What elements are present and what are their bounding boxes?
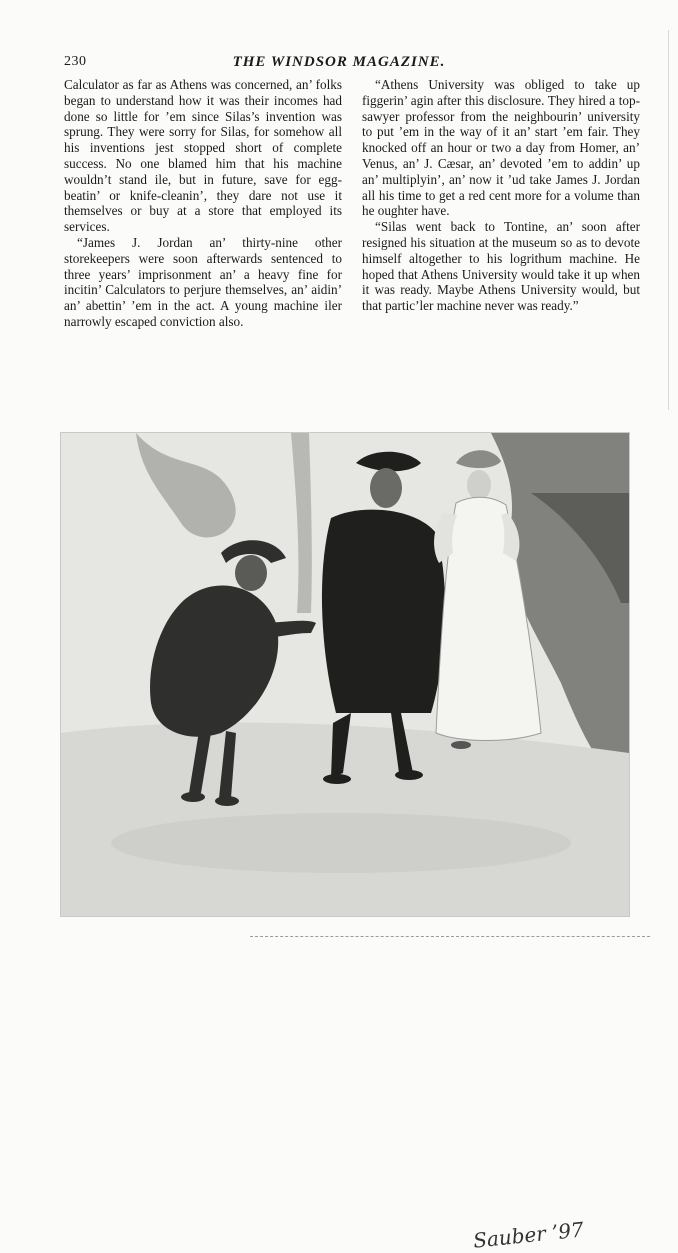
paragraph: “Silas went back to Tontine, an’ soon after resigned his situation at the museum so as to devote himself altogether to his logrithum machine. He hoped that Athens University would take it up when it was ready. Maybe Athens University would, but that partic’ler machine never was ready.” — [362, 219, 640, 314]
page-number: 230 — [64, 54, 87, 69]
page-edge-rule — [668, 30, 669, 410]
artist-signature: Sauber ’97 — [472, 1217, 585, 1253]
paragraph: “James J. Jordan an’ thirty-nine other storekeepers were soon afterwards sentenced to three years’ imprisonment an’ a heavy fine for incitin’ Calculators to perjure themselves, an’ aidin’ an’ abettin’ ’em in the act. A young machine iler narrowly escaped conviction also. — [64, 234, 342, 329]
illustration-drawing — [61, 433, 629, 916]
paragraph: Calculator as far as Athens was concerned, an’ folks began to understand how it was their incomes had done so little for ’em since Silas’s invention was sprung. They were sorry for Silas, for somehow all his inventions jest stopped short of complete success. No one blamed him that his machine wouldn’t stand ile, but in future, save for egg-beatin’ or knife-cleanin’, they dare not use it themselves or buy at a store that employed its services. — [64, 77, 342, 235]
running-title: THE WINDSOR MAGAZINE. — [232, 54, 446, 70]
illustration — [60, 432, 630, 1253]
paragraph: “Athens University was obliged to take up figgerin’ agin after this disclosure. They hired a top-sawyer professor from the neighbourin’ university to put ’em in the way of it an’ start ’em fair. They knocked off an hour or two a day from Homer, an’ Venus, an’ J. Cæsar, an’ devoted ’em to addin’ up an’ multiplyin’, an’ now it ’ud take James J. Jordan all his time to get a red cent more for a volume than he oughter have. — [362, 77, 640, 219]
left-column — [64, 77, 342, 330]
bottom-rule — [250, 936, 650, 937]
right-column — [362, 77, 640, 314]
